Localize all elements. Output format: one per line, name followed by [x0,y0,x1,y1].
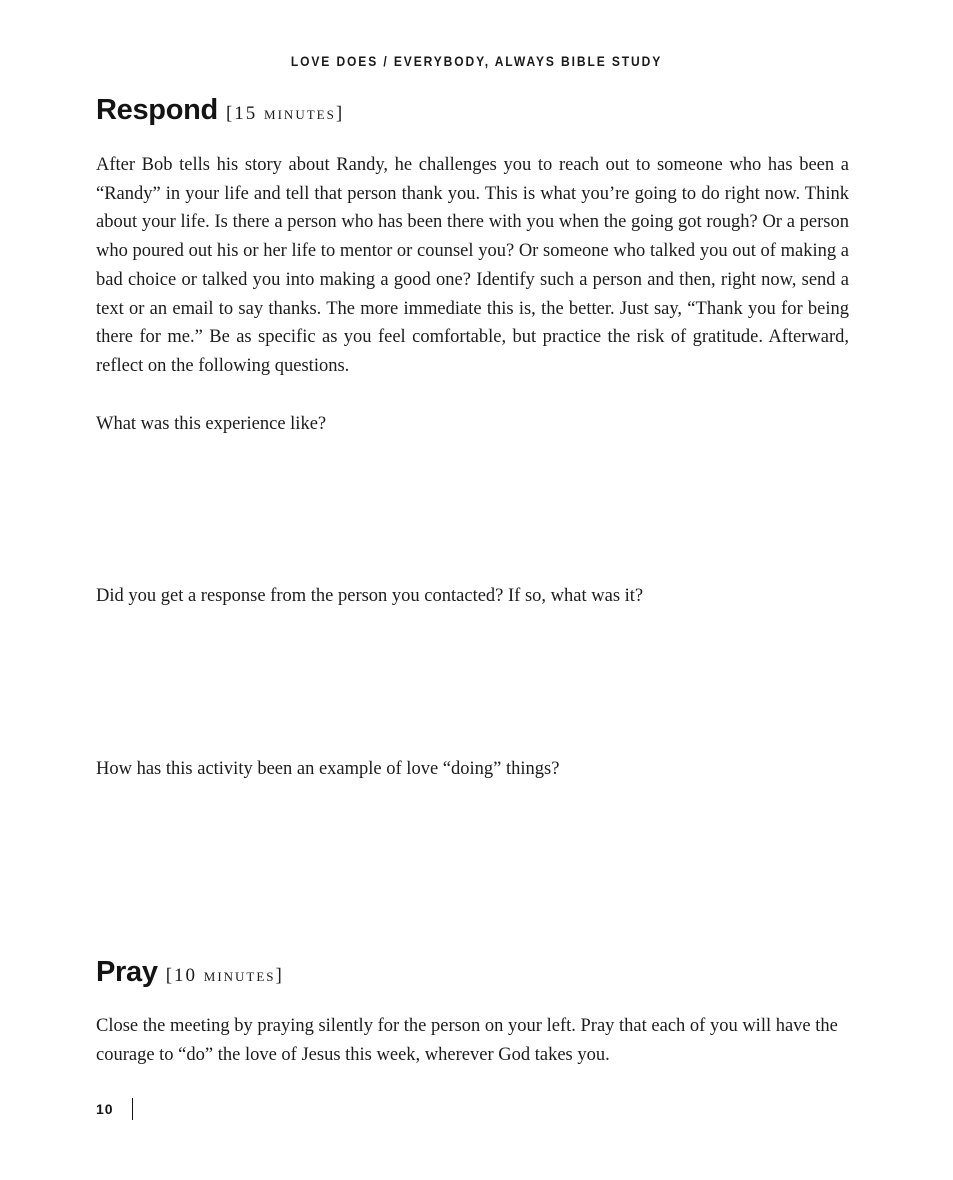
respond-intro-paragraph: After Bob tells his story about Randy, he challenges you to reach out to someone who has been a “Randy” in your life and tell that person thank you. This is what you’re going to do right now. Think about your life. Is there a person who has been there with you when the going got rough? Or a person who poured out his or her life to mentor or counsel you? Or someone who talked you out of making a bad choice or talked you into making a good one? Identify such a person and then, right now, send a text or an email to say thanks. The more immediate this is, the better. Just say, “Thank you for being there for me.” Be as specific as you feel comfortable, but practice the risk of gratitude. Afterward, reflect on the following questions. [96,155,849,376]
respond-section-title: Respond [96,94,218,126]
page-number: 10 [96,1101,114,1117]
running-head: LOVE DOES / EVERYBODY, ALWAYS BIBLE STUDY [290,53,663,69]
respond-section-duration: [15 minutes] [225,103,345,124]
pray-body-paragraph: Close the meeting by praying silently for the person on your left. Pray that each of you will have the courage to “do” the love of Jesus this week, wherever God takes you. [96,1016,838,1065]
respond-question-2: Did you get a response from the person you contacted? If so, what was it? [96,586,644,606]
pray-section-duration: [10 minutes] [165,965,284,986]
page-footer [96,1098,133,1120]
pray-section-heading [96,956,284,989]
respond-question-3: How has this activity been an example of love “doing” things? [96,759,560,779]
pray-section-title: Pray [96,956,158,988]
respond-question-1: What was this experience like? [96,414,327,434]
footer-divider [132,1098,134,1120]
respond-section-heading [96,94,344,127]
